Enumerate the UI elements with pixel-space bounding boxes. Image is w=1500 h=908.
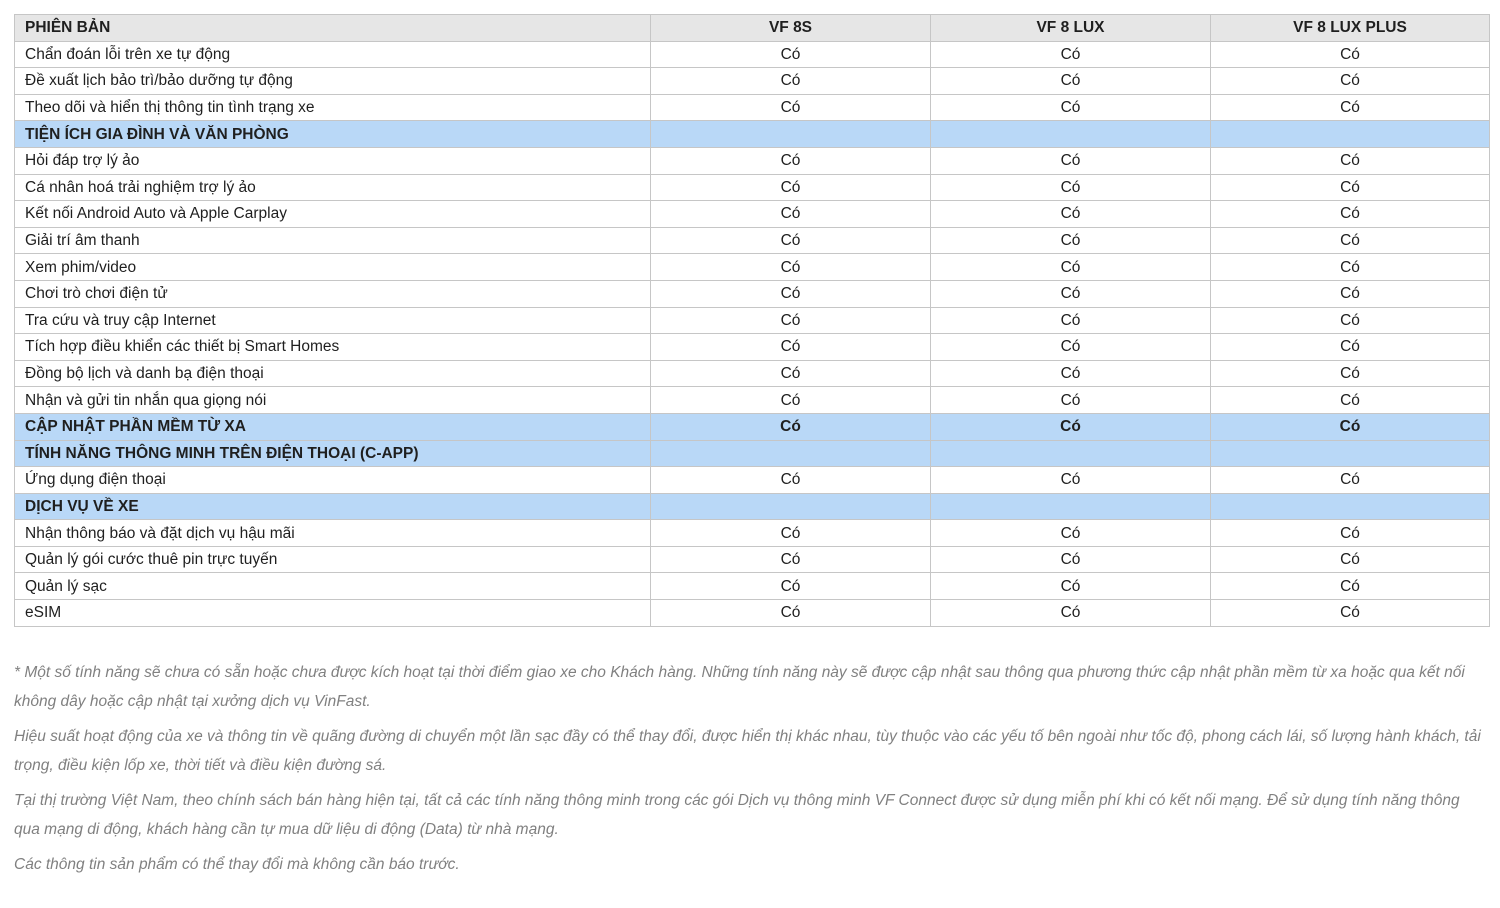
- spec-table-body: [15, 41, 1490, 626]
- availability-cell: Có: [1211, 387, 1490, 414]
- feature-row: [15, 360, 1490, 387]
- availability-cell: Có: [651, 254, 931, 281]
- column-header-vf8-lux: VF 8 LUX: [931, 15, 1211, 42]
- feature-label: Đồng bộ lịch và danh bạ điện thoại: [15, 360, 651, 387]
- availability-cell: Có: [651, 573, 931, 600]
- feature-row: [15, 147, 1490, 174]
- availability-cell: Có: [651, 201, 931, 228]
- section-label: TIỆN ÍCH GIA ĐÌNH VÀ VĂN PHÒNG: [15, 121, 651, 148]
- footnote-availability: * Một số tính năng sẽ chưa có sẵn hoặc chưa được kích hoạt tại thời điểm giao xe cho Khách hàng. Những tính năng này sẽ được cập nhật sau thông qua phương thức cập nhật phần mềm từ xa hoặc qua kết nối không dây hoặc cập nhật tại xưởng dịch vụ VinFast.: [14, 663, 1465, 710]
- availability-cell: [1211, 121, 1490, 148]
- feature-label: Ứng dụng điện thoại: [15, 467, 651, 494]
- feature-label: Nhận và gửi tin nhắn qua giọng nói: [15, 387, 651, 414]
- availability-cell: Có: [651, 387, 931, 414]
- column-header-vf8-lux-plus: VF 8 LUX PLUS: [1211, 15, 1490, 42]
- availability-cell: Có: [931, 307, 1211, 334]
- availability-cell: Có: [1211, 41, 1490, 68]
- feature-row: [15, 41, 1490, 68]
- availability-cell: Có: [1211, 94, 1490, 121]
- availability-cell: Có: [931, 413, 1211, 440]
- availability-cell: Có: [1211, 201, 1490, 228]
- availability-cell: Có: [651, 307, 931, 334]
- availability-cell: Có: [651, 520, 931, 547]
- feature-row: [15, 467, 1490, 494]
- availability-cell: Có: [1211, 147, 1490, 174]
- availability-cell: Có: [1211, 68, 1490, 95]
- feature-label: Hỏi đáp trợ lý ảo: [15, 147, 651, 174]
- availability-cell: Có: [651, 600, 931, 627]
- availability-cell: Có: [651, 467, 931, 494]
- feature-row: [15, 307, 1490, 334]
- availability-cell: Có: [651, 227, 931, 254]
- column-header-vf8s: VF 8S: [651, 15, 931, 42]
- feature-row: [15, 387, 1490, 414]
- availability-cell: Có: [931, 147, 1211, 174]
- feature-label: Chơi trò chơi điện tử: [15, 280, 651, 307]
- availability-cell: Có: [931, 280, 1211, 307]
- availability-cell: Có: [1211, 227, 1490, 254]
- availability-cell: Có: [651, 546, 931, 573]
- section-header-row: [15, 121, 1490, 148]
- section-header-row: [15, 440, 1490, 467]
- section-label: DỊCH VỤ VỀ XE: [15, 493, 651, 520]
- section-header-row: [15, 493, 1490, 520]
- availability-cell: Có: [931, 360, 1211, 387]
- spec-comparison-table: [14, 14, 1490, 627]
- availability-cell: Có: [931, 467, 1211, 494]
- availability-cell: Có: [651, 334, 931, 361]
- feature-label: eSIM: [15, 600, 651, 627]
- footnote-vf-connect: Tại thị trường Việt Nam, theo chính sách bán hàng hiện tại, tất cả các tính năng thông minh trong các gói Dịch vụ thông minh VF Connect được sử dụng miễn phí khi có kết nối mạng. Để sử dụng tính năng thông qua mạng di động, khách hàng cần tự mua dữ liệu di động (Data) từ nhà mạng.: [14, 791, 1460, 838]
- availability-cell: [651, 493, 931, 520]
- feature-row: [15, 68, 1490, 95]
- section-label: CẬP NHẬT PHẦN MỀM TỪ XA: [15, 413, 651, 440]
- availability-cell: Có: [1211, 280, 1490, 307]
- availability-cell: Có: [651, 41, 931, 68]
- availability-cell: Có: [1211, 573, 1490, 600]
- feature-row: [15, 201, 1490, 228]
- feature-label: Tra cứu và truy cập Internet: [15, 307, 651, 334]
- availability-cell: Có: [931, 546, 1211, 573]
- feature-row: [15, 227, 1490, 254]
- feature-row: [15, 254, 1490, 281]
- availability-cell: [931, 440, 1211, 467]
- availability-cell: Có: [1211, 254, 1490, 281]
- availability-cell: Có: [931, 520, 1211, 547]
- feature-row: [15, 520, 1490, 547]
- availability-cell: Có: [931, 68, 1211, 95]
- feature-row: [15, 546, 1490, 573]
- feature-row: [15, 573, 1490, 600]
- header-row: [15, 15, 1490, 42]
- feature-label: Xem phim/video: [15, 254, 651, 281]
- availability-cell: [651, 440, 931, 467]
- availability-cell: Có: [651, 413, 931, 440]
- availability-cell: Có: [931, 174, 1211, 201]
- availability-cell: Có: [1211, 520, 1490, 547]
- feature-row: [15, 600, 1490, 627]
- feature-label: Quản lý sạc: [15, 573, 651, 600]
- availability-cell: Có: [931, 600, 1211, 627]
- availability-cell: [931, 493, 1211, 520]
- availability-cell: Có: [651, 280, 931, 307]
- availability-cell: Có: [651, 360, 931, 387]
- availability-cell: Có: [651, 94, 931, 121]
- feature-label: Đề xuất lịch bảo trì/bảo dưỡng tự động: [15, 68, 651, 95]
- feature-label: Cá nhân hoá trải nghiệm trợ lý ảo: [15, 174, 651, 201]
- footnotes: [14, 658, 1488, 879]
- availability-cell: Có: [1211, 546, 1490, 573]
- column-header-version: PHIÊN BẢN: [15, 15, 651, 42]
- availability-cell: [1211, 493, 1490, 520]
- availability-cell: Có: [1211, 467, 1490, 494]
- availability-cell: Có: [931, 201, 1211, 228]
- availability-cell: Có: [651, 147, 931, 174]
- feature-row: [15, 174, 1490, 201]
- availability-cell: Có: [931, 254, 1211, 281]
- availability-cell: Có: [931, 94, 1211, 121]
- availability-cell: Có: [651, 174, 931, 201]
- availability-cell: Có: [931, 387, 1211, 414]
- availability-cell: [651, 121, 931, 148]
- feature-row: [15, 334, 1490, 361]
- feature-row: [15, 94, 1490, 121]
- section-header-row: [15, 413, 1490, 440]
- availability-cell: Có: [931, 41, 1211, 68]
- feature-label: Giải trí âm thanh: [15, 227, 651, 254]
- availability-cell: Có: [1211, 307, 1490, 334]
- feature-label: Nhận thông báo và đặt dịch vụ hậu mãi: [15, 520, 651, 547]
- availability-cell: [931, 121, 1211, 148]
- availability-cell: Có: [1211, 334, 1490, 361]
- availability-cell: Có: [1211, 600, 1490, 627]
- availability-cell: Có: [1211, 360, 1490, 387]
- availability-cell: Có: [651, 68, 931, 95]
- footnote-disclaimer: Các thông tin sản phẩm có thể thay đổi mà không cần báo trước.: [14, 855, 460, 873]
- feature-label: Tích hợp điều khiển các thiết bị Smart Homes: [15, 334, 651, 361]
- feature-label: Theo dõi và hiển thị thông tin tình trạng xe: [15, 94, 651, 121]
- footnote-performance: Hiệu suất hoạt động của xe và thông tin về quãng đường di chuyển một lần sạc đầy có thể thay đổi, được hiển thị khác nhau, tùy thuộc vào các yếu tố bên ngoài như tốc độ, phong cách lái, số lượng hành khách, tải trọng, điều kiện lốp xe, thời tiết và điều kiện đường sá.: [14, 727, 1481, 774]
- availability-cell: Có: [1211, 174, 1490, 201]
- availability-cell: [1211, 440, 1490, 467]
- availability-cell: Có: [931, 573, 1211, 600]
- feature-label: Kết nối Android Auto và Apple Carplay: [15, 201, 651, 228]
- availability-cell: Có: [931, 227, 1211, 254]
- feature-row: [15, 280, 1490, 307]
- section-label: TÍNH NĂNG THÔNG MINH TRÊN ĐIỆN THOẠI (C-APP): [15, 440, 651, 467]
- availability-cell: Có: [931, 334, 1211, 361]
- availability-cell: Có: [1211, 413, 1490, 440]
- feature-label: Chẩn đoán lỗi trên xe tự động: [15, 41, 651, 68]
- feature-label: Quản lý gói cước thuê pin trực tuyến: [15, 546, 651, 573]
